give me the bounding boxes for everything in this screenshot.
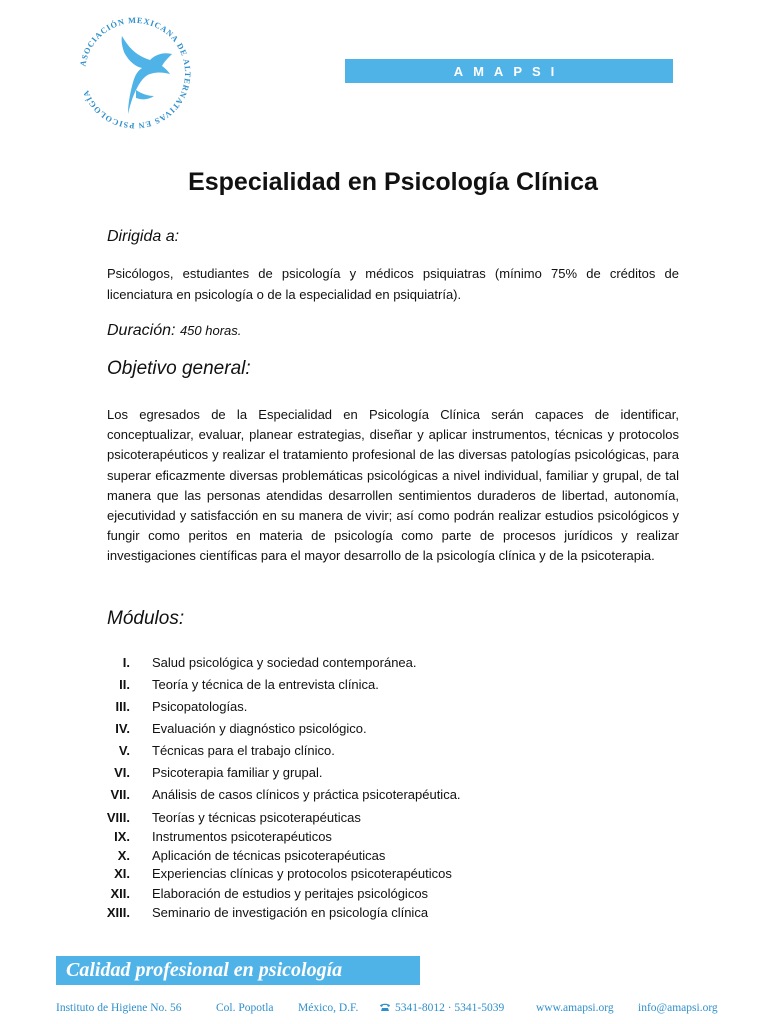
module-number: X. xyxy=(117,848,130,863)
module-item xyxy=(100,829,570,847)
objetivo-heading: Objetivo general: xyxy=(107,358,251,379)
footer-web[interactable]: www.amapsi.org xyxy=(536,1002,614,1014)
module-title: Salud psicológica y sociedad contemporánea. xyxy=(152,655,417,670)
footer-address: Instituto de Higiene No. 56 xyxy=(56,1002,182,1014)
module-item xyxy=(100,810,570,828)
module-item xyxy=(100,886,570,904)
contact-footer xyxy=(56,1002,736,1020)
module-title: Evaluación y diagnóstico psicológico. xyxy=(152,721,367,736)
module-number: XII. xyxy=(110,886,130,901)
module-title: Teoría y técnica de la entrevista clínica. xyxy=(152,677,379,692)
module-item xyxy=(100,866,570,884)
svg-text:ASOCIACIÓN MEXICANA DE ALTERNA xyxy=(78,16,192,130)
module-title: Elaboración de estudios y peritajes psicológicos xyxy=(152,886,429,901)
module-item xyxy=(100,743,570,761)
module-title: Aplicación de técnicas psicoterapéuticas xyxy=(152,848,386,863)
footer-city: México, D.F. xyxy=(298,1002,359,1014)
brand-banner: AMAPSI xyxy=(345,59,673,83)
module-number: VII. xyxy=(110,787,130,802)
duracion-line xyxy=(107,322,241,340)
slogan-banner: Calidad profesional en psicología xyxy=(56,956,420,985)
module-title: Instrumentos psicoterapéuticos xyxy=(152,829,332,844)
module-item xyxy=(100,677,570,695)
dirigida-text: Psicólogos, estudiantes de psicología y médicos psiquiatras (mínimo 75% de créditos de licenciatura en psicología o de la especialidad en psiquiatría). xyxy=(107,266,679,302)
module-item xyxy=(100,655,570,673)
module-item xyxy=(100,848,570,866)
module-number: VI. xyxy=(114,765,130,780)
duracion-label: Duración: xyxy=(107,322,176,339)
footer-colonia: Col. Popotla xyxy=(216,1002,274,1014)
module-number: III. xyxy=(115,699,130,714)
module-title: Psicoterapia familiar y grupal. xyxy=(152,765,323,780)
modulos-heading: Módulos: xyxy=(107,608,185,629)
duracion-value: 450 horas. xyxy=(179,323,242,338)
module-number: XIII. xyxy=(106,905,130,920)
module-number: VIII. xyxy=(106,810,130,825)
module-number: II. xyxy=(119,677,130,692)
module-item xyxy=(100,765,570,783)
module-title: Técnicas para el trabajo clínico. xyxy=(152,743,335,758)
module-title: Análisis de casos clínicos y práctica psicoterapéutica. xyxy=(152,787,461,802)
amapsi-logo xyxy=(72,10,198,136)
module-number: I. xyxy=(122,655,130,670)
module-item xyxy=(100,787,570,805)
footer-email[interactable]: info@amapsi.org xyxy=(638,1002,718,1014)
module-title: Psicopatologías. xyxy=(152,699,248,714)
module-item xyxy=(100,721,570,739)
footer-phone: 5341-8012 · 5341-5039 xyxy=(395,1002,505,1014)
bird-emblem-icon xyxy=(122,36,172,114)
module-title: Teorías y técnicas psicoterapéuticas xyxy=(152,810,361,825)
module-item xyxy=(100,905,570,923)
module-number: IV. xyxy=(115,721,130,736)
module-title: Experiencias clínicas y protocolos psicoterapéuticos xyxy=(152,866,452,881)
objetivo-text: Los egresados de la Especialidad en Psicología Clínica serán capaces de identificar, conceptualizar, evaluar, planear estrategias, diseñar y aplicar instrumentos, técnicas y protocolos psicoterapéuticos y realizar el tratamiento profesional de las diversas patologías psicológicas, para superar eficazmente diversas problemáticas psicológicas a nivel individual, familiar y grupal, de tal manera que las personas atendidas desarrollen sentimientos duraderos de libertad, autonomía, ejecutividad y satisfacción en su manera de vivir; así como podrán realizar estudios psicológicos y fungir como peritos en materia de psicología como parte de procesos jurídicos y realizar investigaciones científicas para el mayor desarrollo de la psicología clínica y de la psicoterapia. xyxy=(107,407,679,564)
page-title: Especialidad en Psicología Clínica xyxy=(188,168,598,196)
logo-circle-text: ASOCIACIÓN MEXICANA DE ALTERNATIVAS EN PSICOLOGÍA xyxy=(78,15,193,131)
phone-icon xyxy=(379,1002,391,1015)
module-number: V. xyxy=(118,743,130,758)
module-number: XI. xyxy=(114,866,130,881)
module-item xyxy=(100,699,570,717)
module-title: Seminario de investigación en psicología clínica xyxy=(152,905,429,920)
module-number: IX. xyxy=(114,829,130,844)
dirigida-label: Dirigida a: xyxy=(107,228,180,245)
